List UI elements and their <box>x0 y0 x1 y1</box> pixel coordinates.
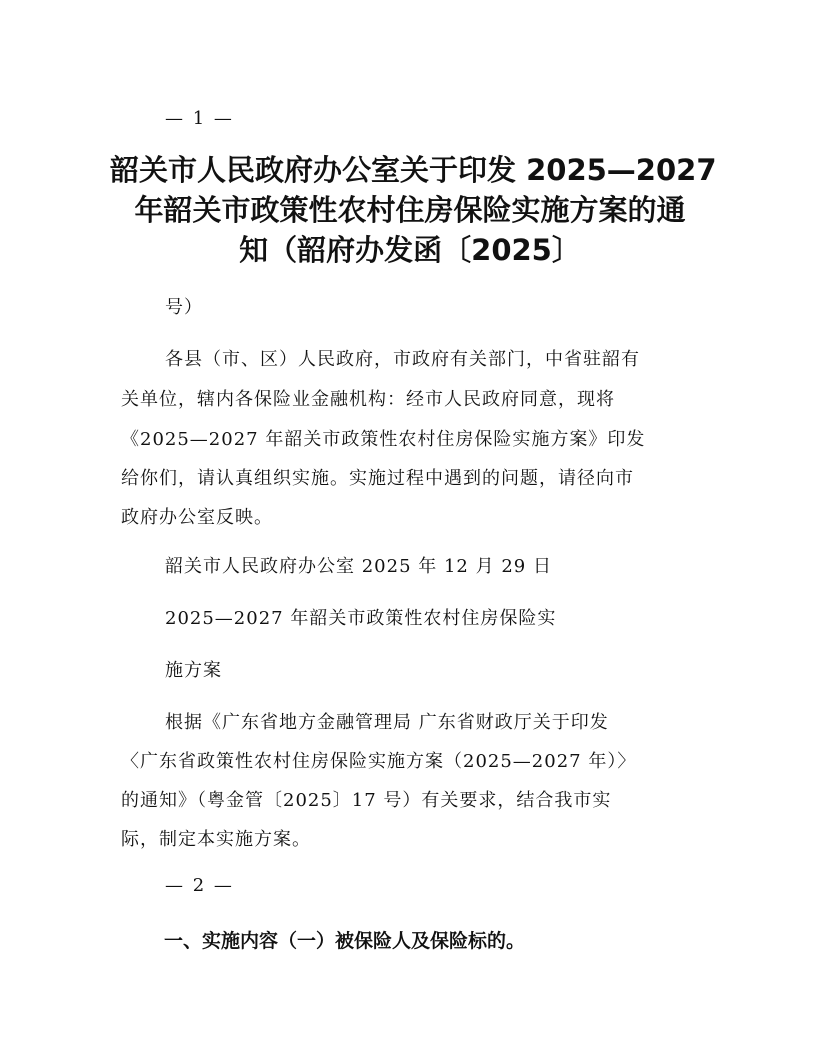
section-heading: 一、实施内容（一）被保险人及保险标的。 <box>164 930 526 952</box>
page-number-bottom: — 2 — <box>165 875 234 896</box>
title-line-2: 年韶关市政策性农村住房保险实施方案的通 <box>134 193 686 227</box>
plan-title-line-1: 2025—2027 年韶关市政策性农村住房保险实 <box>165 608 557 629</box>
title-line-3: 知（韶府办发函〔2025〕 <box>239 233 581 267</box>
signature: 韶关市人民政府办公室 2025 年 12 月 29 日 <box>165 556 552 577</box>
notice-line-1: 各县（市、区）人民政府，市政府有关部门，中省驻韶有 <box>165 349 640 370</box>
page-number-top: — 1 — <box>165 108 234 129</box>
title-tail: 号） <box>165 297 203 318</box>
basis-line-2: 〈广东省政策性农村住房保险实施方案（2025—2027 年）〉 <box>121 751 637 772</box>
notice-line-5: 政府办公室反映。 <box>121 507 273 528</box>
notice-line-3: 《2025—2027 年韶关市政策性农村住房保险实施方案》印发 <box>121 429 646 450</box>
notice-line-2: 关单位，辖内各保险业金融机构：经市人民政府同意，现将 <box>121 389 615 410</box>
basis-line-1: 根据《广东省地方金融管理局 广东省财政厅关于印发 <box>165 712 609 733</box>
notice-line-4: 给你们，请认真组织实施。实施过程中遇到的问题，请径向市 <box>121 468 634 489</box>
document-title <box>110 150 717 270</box>
plan-title-line-2: 施方案 <box>165 660 222 681</box>
title-line-1: 韶关市人民政府办公室关于印发 2025—2027 <box>110 153 717 187</box>
basis-line-3: 的通知》（粤金管〔2025〕17 号）有关要求，结合我市实 <box>121 790 612 811</box>
basis-line-4: 际，制定本实施方案。 <box>121 829 311 850</box>
